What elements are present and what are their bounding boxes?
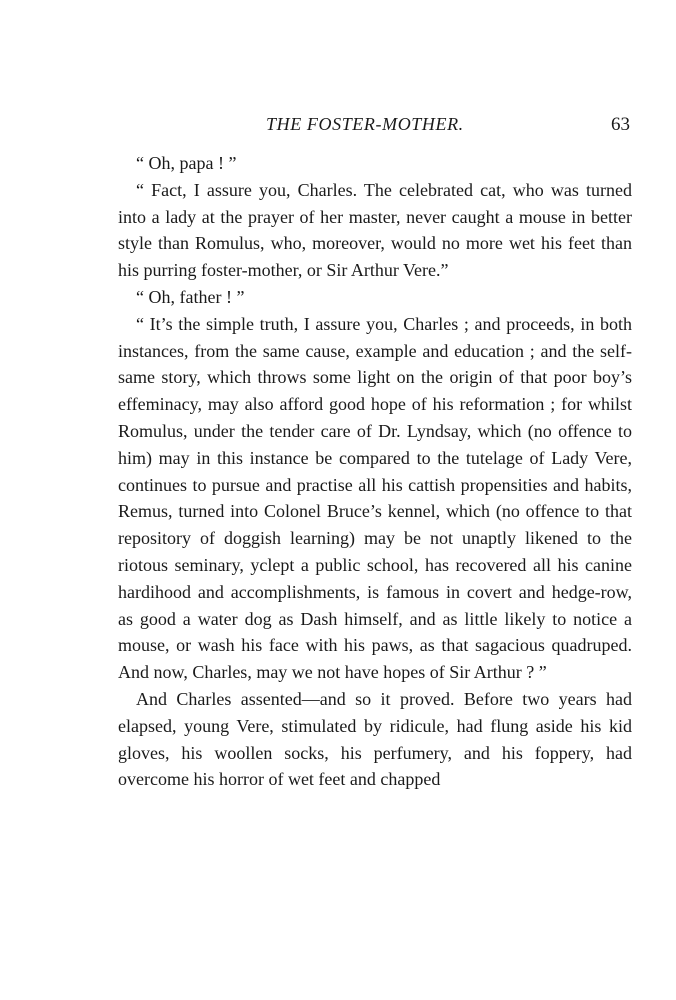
running-head xyxy=(116,114,634,140)
body-text xyxy=(118,150,632,793)
paragraph-1: “ Oh, papa ! ” xyxy=(136,153,237,173)
running-title: THE FOSTER-MOTHER. xyxy=(266,114,464,134)
paragraph-3: “ Oh, father ! ” xyxy=(136,286,245,307)
paragraph-2: “ Fact, I assure you, Charles. The celebrated cat, who was turned into a lady at the prayer of her master, never caught a mouse in better style than Romulus, who, moreover, would no more wet his feet than his purring foster-mother, or Sir Arthur Vere.” xyxy=(118,179,632,281)
paragraph-4: “ It’s the simple truth, I assure you, Charles ; and proceeds, in both instances, from the same cause, example and education ; and the self-same story, which throws some light on the origin of that poor boy’s effeminacy, may also afford good hope of his reformation ; for whilst Romulus, under the tender care of Dr. Lyndsay, which (no offence to him) may in this instance be compared to the tutelage of Lady Vere, continues to pursue and practise all his cattish propensities and habits, Remus, turned into Colonel Bruce’s kennel, which (no offence to that repository of doggish learning) may be not unaptly likened to the riotous seminary, yclept a public school, has recovered all his canine hardihood and accomplishments, is famous in covert and hedge-row, as good a water dog as Dash himself, and as little likely to notice a mouse, or wash his face with his paws, as that sagacious quadruped. And now, Charles, may we not have hopes of Sir Arthur ? ” xyxy=(118,313,632,683)
page-number: 63 xyxy=(611,114,630,135)
paragraph-5: And Charles assented—and so it proved. Before two years had elapsed, young Vere, stimulated by ridicule, had flung aside his kid gloves, his woollen socks, his perfumery, and his foppery, had overcome his horror of wet feet and chapped xyxy=(118,688,632,790)
